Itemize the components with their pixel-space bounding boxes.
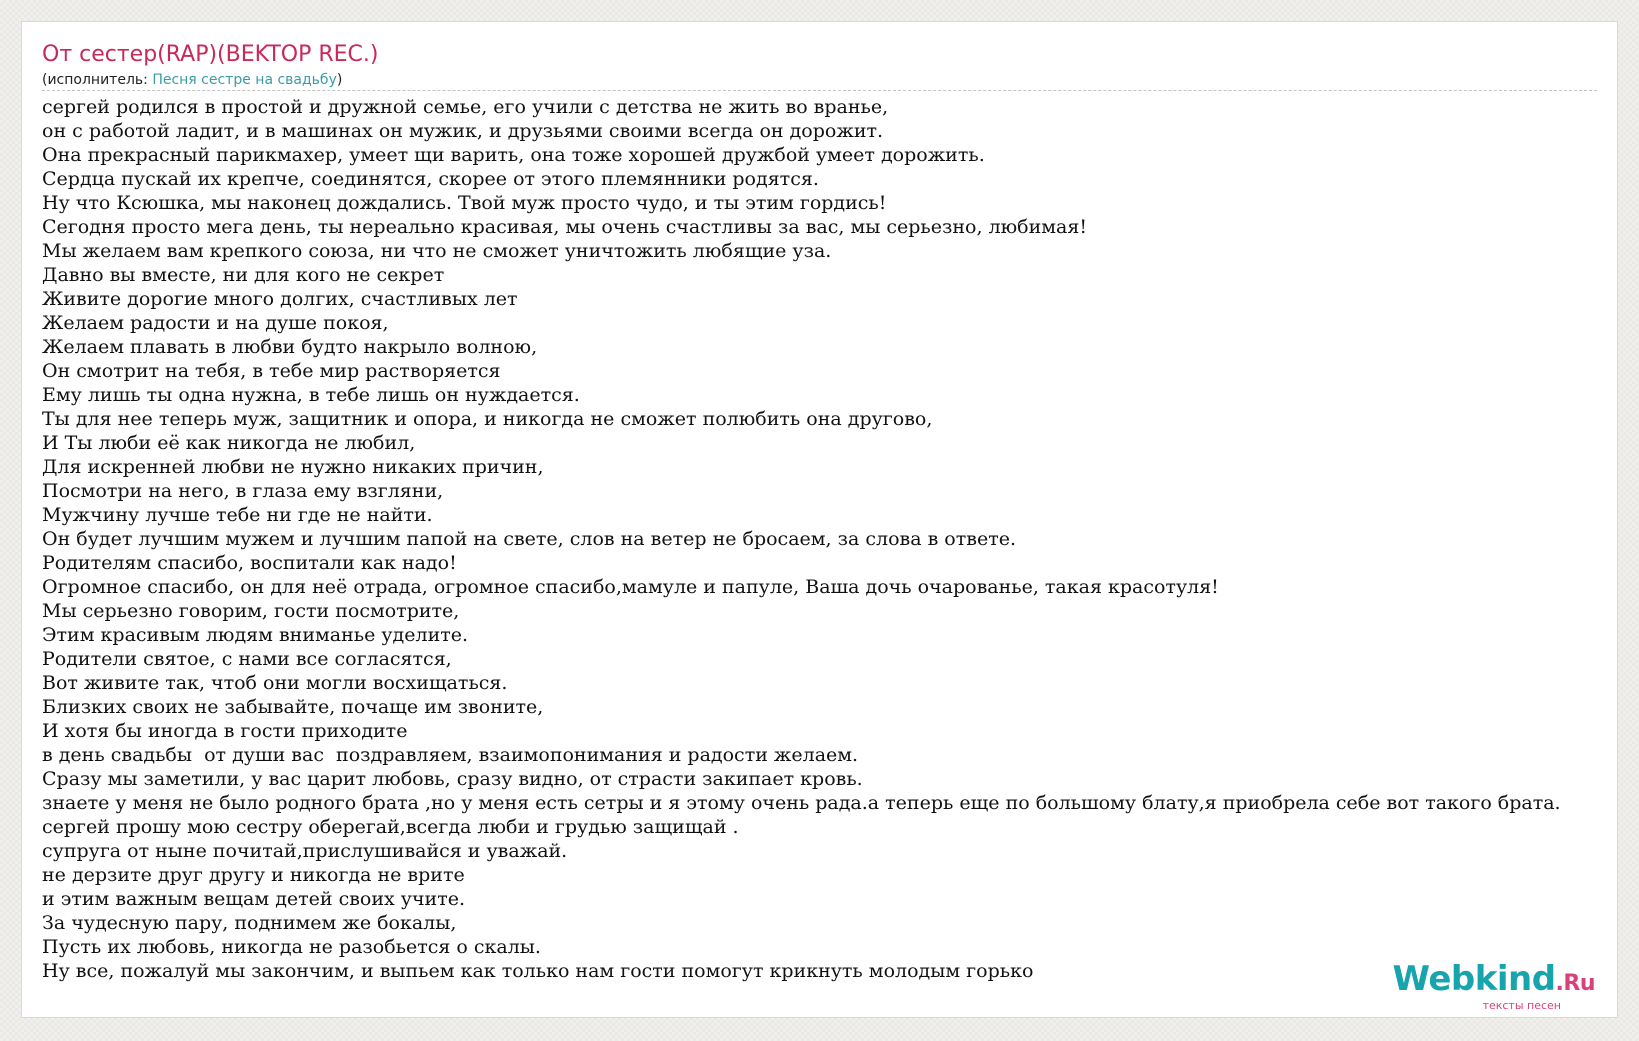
lyric-line: И Ты люби её как никогда не любил, [42,432,416,454]
lyric-line: и этим важным вещам детей своих учите. [42,888,465,910]
lyrics-text [42,95,1561,983]
dashed-divider [42,90,1597,91]
performer-prefix: (исполнитель: [42,72,153,88]
lyric-line: Желаем плавать в любви будто накрыло волною, [42,336,538,358]
lyric-line: Мужчину лучше тебе ни где не найти. [42,504,433,526]
song-title: От сестер(RAP)(BEKTOP REC.) [42,42,379,67]
lyric-line: Родителям спасибо, воспитали как надо! [42,552,457,574]
lyric-line: За чудесную пару, поднимем же бокалы, [42,912,457,934]
lyric-line: Ему лишь ты одна нужна, в тебе лишь он нуждается. [42,384,580,406]
lyric-line: Этим красивым людям вниманье уделите. [42,624,469,646]
lyric-line: Пусть их любовь, никогда не разобьется о скалы. [42,936,541,958]
lyric-line: Мы серьезно говорим, гости посмотрите, [42,600,460,622]
lyric-line: Для искренней любви не нужно никаких причин, [42,456,544,478]
lyric-line: Она прекрасный парикмахер, умеет щи варить, она тоже хорошей дружбой умеет дорожить. [42,144,985,166]
lyrics-card [21,21,1618,1018]
lyric-line: Мы желаем вам крепкого союза, ни что не сможет уничтожить любящие уза. [42,240,832,262]
lyric-line: в день свадьбы от души вас поздравляем, взаимопонимания и радости желаем. [42,744,859,766]
lyric-line: Ну все, пожалуй мы закончим, и выпьем как только нам гости помогут крикнуть молодым горько [42,960,1034,982]
logo-wordmark [1392,959,1595,1001]
logo-tagline: тексты песен [1482,999,1561,1012]
lyric-line: супруга от ныне почитай,прислушивайся и уважай. [42,840,568,862]
lyric-line: Живите дорогие много долгих, счастливых лет [42,288,518,310]
lyric-line: сергей родился в простой и дружной семье, его учили с детства не жить во вранье, [42,96,889,118]
lyric-line: не дерзите друг другу и никогда не врите [42,864,465,886]
lyric-line: сергей прошу мою сестру оберегай,всегда люби и грудью защищай . [42,816,739,838]
performer-link[interactable]: Песня сестре на свадьбу [152,72,337,88]
lyric-line: он с работой ладит, и в машинах он мужик, и друзьями своими всегда он дорожит. [42,120,884,142]
lyric-line: Ну что Ксюшка, мы наконец дождались. Твой муж просто чудо, и ты этим гордись! [42,192,887,214]
lyric-line: Родители святое, с нами все согласятся, [42,648,452,670]
lyric-line: Сердца пускай их крепче, соединятся, скорее от этого племянники родятся. [42,168,819,190]
lyric-line: И хотя бы иногда в гости приходите [42,720,408,742]
lyric-line: Желаем радости и на душе покоя, [42,312,389,334]
lyric-line: Вот живите так, чтоб они могли восхищаться. [42,672,508,694]
performer-line [42,71,342,89]
logo-tld: .Ru [1555,971,1595,996]
lyric-line: Близких своих не забывайте, почаще им звоните, [42,696,544,718]
lyric-line: Он смотрит на тебя, в тебе мир растворяется [42,360,501,382]
lyric-line: Давно вы вместе, ни для кого не секрет [42,264,445,286]
lyric-line: знаете у меня не было родного брата ,но у меня есть сетры и я этому очень рада.а теперь еще по большому блату,я приобрела себе вот такого брата. [42,792,1561,814]
lyric-line: Ты для нее теперь муж, защитник и опора, и никогда не сможет полюбить она другово, [42,408,933,430]
lyric-line: Огромное спасибо, он для неё отрада, огромное спасибо,мамуле и папуле, Ваша дочь очарованье, такая красотуля! [42,576,1219,598]
performer-suffix: ) [336,72,343,88]
lyric-line: Сразу мы заметили, у вас царит любовь, сразу видно, от страсти закипает кровь. [42,768,863,790]
site-logo[interactable] [1392,959,1595,1012]
lyric-line: Он будет лучшим мужем и лучшим папой на свете, слов на ветер не бросаем, за слова в ответе. [42,528,1016,550]
lyric-line: Посмотри на него, в глаза ему взгляни, [42,480,444,502]
logo-brand: Webkind [1392,959,1556,999]
lyric-line: Сегодня просто мега день, ты нереально красивая, мы очень счастливы за вас, мы серьезно, любимая! [42,216,1088,238]
